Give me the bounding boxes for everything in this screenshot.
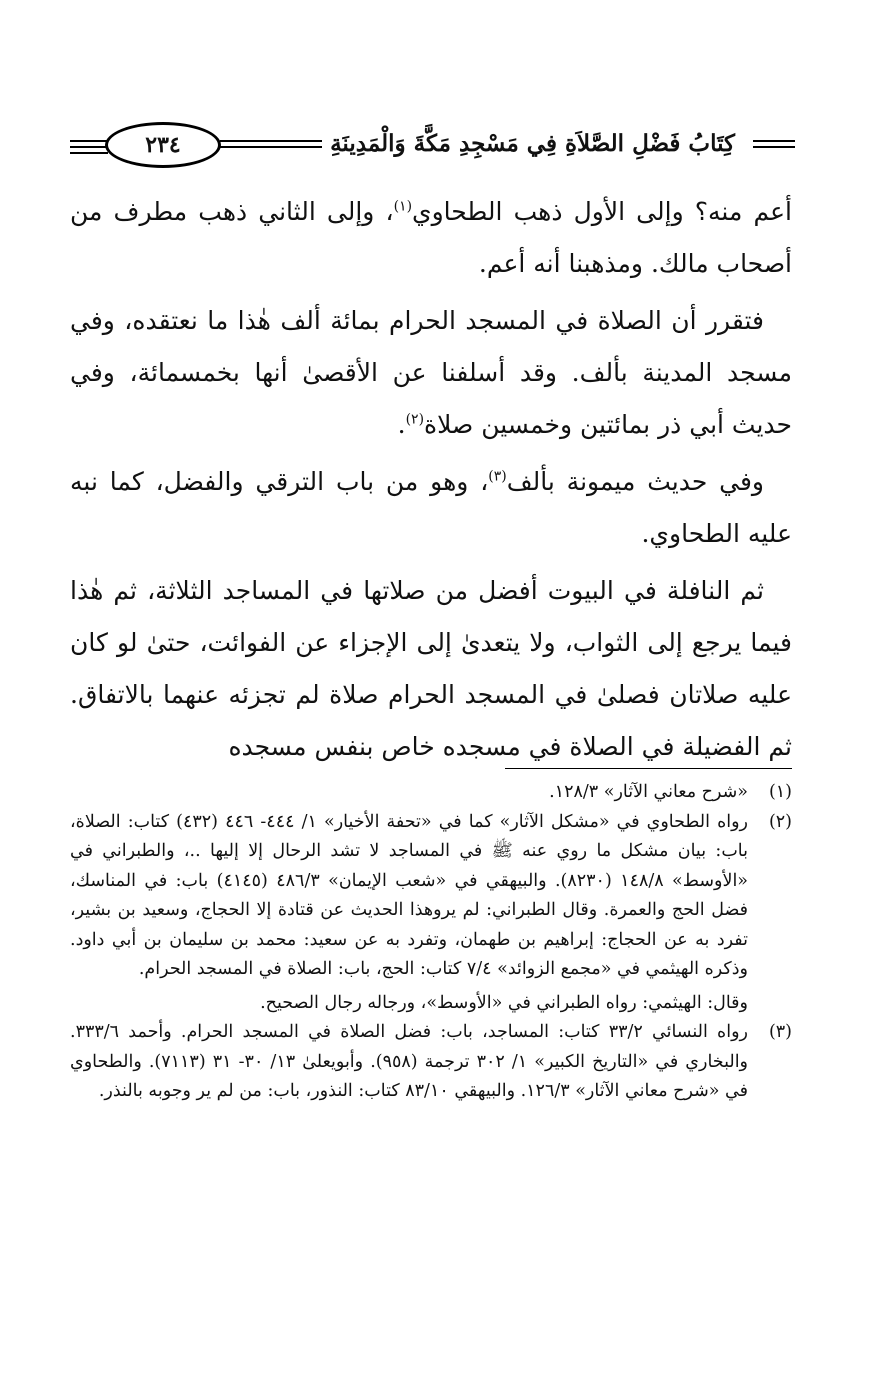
footnote-separator bbox=[505, 768, 792, 769]
footnote-number: (١) bbox=[768, 782, 792, 802]
footnote-text-main: رواه الطحاوي في «مشكل الآثار» كما في «تحفة الأخيار» ١/ ٤٤٤- ٤٤٦ (٤٣٢) كتاب: الصلاة، باب: بيان مشكل ما روي عنه ﷺ في المساجد لا تشد الرحال إلا إليها ..، والطبراني في «الأوسط» ١٤٨/٨ (٨٢٣٠). والبيهقي في «شعب الإيمان» ٤٨٦/٣ (٤١٤٥) باب: في المناسك، فضل الحج والعمرة. وقال الطبراني: لم يروهذا الحديث عن قتادة إلا الحجاج، وسعيد بن بشير، تفرد به عن الحجاج: إبراهيم بن طهمان، وتفرد به عن سعيد: محمد بن سليمان بن أبي داود. وذكره الهيثمي في «مجمع الزوائد» ٧/٤ كتاب: الحج، باب: الصلاة في المسجد الحرام. bbox=[70, 811, 749, 979]
header-rule bbox=[753, 140, 795, 142]
footnote-text-continued: وقال: الهيثمي: رواه الطبراني في «الأوسط»، ورجاله رجال الصحيح. bbox=[260, 992, 748, 1013]
paragraph: أعم منه؟ وإلى الأول ذهب الطحاوي$^{(١)}$، وإلى الثاني ذهب مطرف من أصحاب مالك. ومذهبنا أنه أعم. bbox=[70, 197, 792, 278]
page-number: ٢٣٤ bbox=[105, 122, 221, 168]
header-rule bbox=[70, 140, 108, 142]
footnote-text bbox=[70, 808, 748, 1019]
footnote-text: «شرح معاني الآثار» ١٢٨/٣. bbox=[549, 782, 748, 802]
footnote bbox=[70, 808, 792, 1019]
footnote bbox=[70, 778, 792, 808]
main-text bbox=[70, 186, 792, 778]
footnotes bbox=[70, 778, 792, 1107]
footnote-text: رواه النسائي ٣٣/٢ كتاب: المساجد، باب: فضل الصلاة في المسجد الحرام. وأحمد ٣٣٣/٦. والبخاري في «التاريخ الكبير» ١/ ٣٠٢ ترجمة (٩٥٨). وأبويعلىٰ ١٣/ ٣٠- ٣١ (٧١١٣). والطحاوي في «شرح معاني الآثار» ١٢٦/٣. والبيهقي ٨٣/١٠ كتاب: النذور، باب: من لم ير وجوبه بالنذر. bbox=[70, 1022, 749, 1101]
header-rule bbox=[70, 146, 108, 148]
paragraph: وفي حديث ميمونة بألف$^{(٣)}$، وهو من باب الترقي والفضل، كما نبه عليه الطحاوي. bbox=[70, 467, 792, 548]
paragraph: فتقرر أن الصلاة في المسجد الحرام بمائة ألف هٰذا ما نعتقده، وفي مسجد المدينة بألف. وقد أسلفنا عن الأقصىٰ أنها بخمسمائة، وفي حديث أبي ذر بمائتين وخمسين صلاة$^{(٢)}$. bbox=[70, 306, 792, 439]
running-title: كِتَابُ فَضْلِ الصَّلاَةِ فِي مَسْجِدِ مَكَّةَ وَالْمَدِينَةِ bbox=[322, 130, 743, 157]
footnote-number: (٣) bbox=[768, 1022, 792, 1042]
header-rule bbox=[70, 152, 108, 154]
footnote bbox=[70, 1018, 792, 1107]
footnote-ref: (٣) bbox=[488, 468, 507, 485]
running-header bbox=[70, 122, 795, 170]
footnote-number: (٢) bbox=[768, 811, 792, 832]
footnote-ref: (١) bbox=[393, 198, 413, 215]
header-rule bbox=[753, 146, 795, 148]
paragraph: ثم النافلة في البيوت أفضل من صلاتها في المساجد الثلاثة، ثم هٰذا فيما يرجع إلى الثواب، ولا يتعدىٰ إلى الإجزاء عن الفوائت، حتىٰ لو كان عليه صلاتان فصلىٰ في المسجد الحرام صلاة لم تجزئه عنهما بالاتفاق. ثم الفضيلة في الصلاة في مسجده خاص بنفس مسجده bbox=[70, 576, 792, 761]
footnote-ref: (٢) bbox=[405, 411, 425, 428]
